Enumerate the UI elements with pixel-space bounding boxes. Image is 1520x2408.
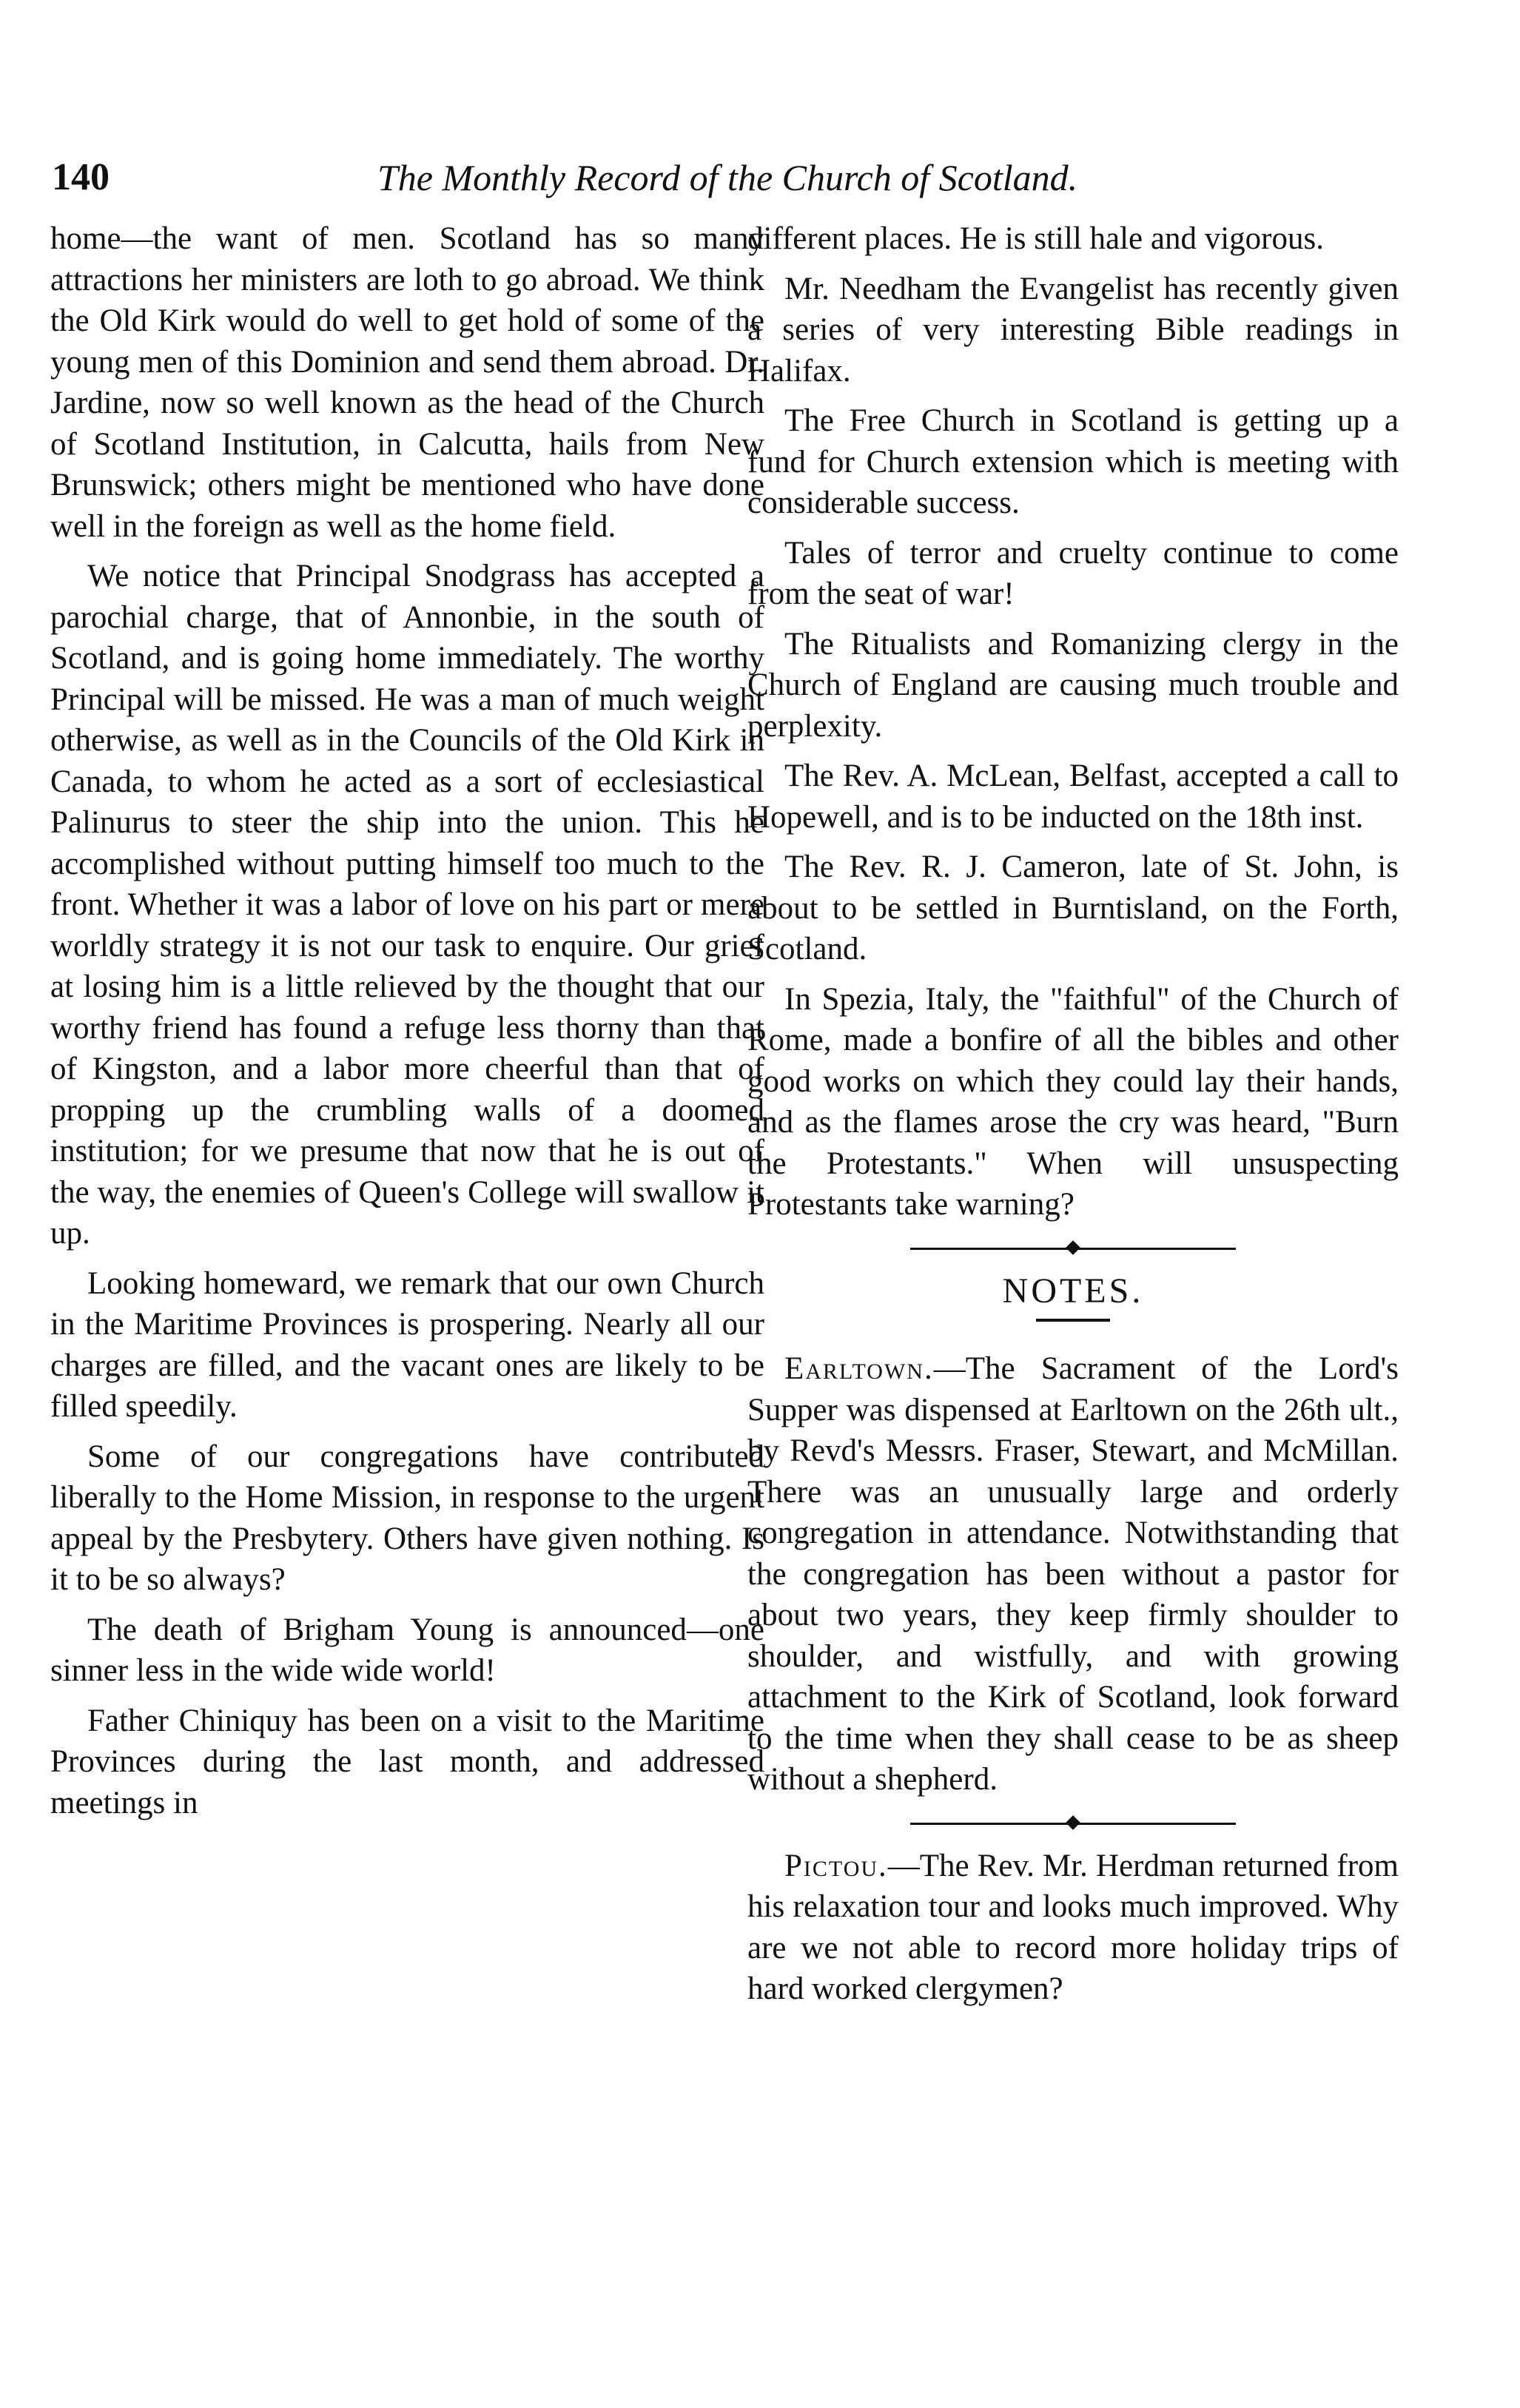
- paragraph: Some of our congregations have contributed liberally to the Home Mission, in response to the urgent appeal by the Presbytery. Others have given nothing. Is it to be so always?: [50, 1439, 764, 1597]
- note-text: —The Rev. Mr. Herdman returned from his relaxation tour and looks much improved. Why are we not able to record more holiday trips of hard worked clergymen?: [747, 1848, 1399, 2006]
- paragraph: The death of Brigham Young is announced—one sinner less in the wide wide world!: [50, 1612, 764, 1688]
- paragraph: Father Chiniquy has been on a visit to the Maritime Provinces during the last month, and addressed meetings in: [50, 1703, 764, 1820]
- paragraph: In Spezia, Italy, the "faithful" of the Church of Rome, made a bonfire of all the bibles and other good works on which they could lay their hands, and as the flames arose the cry was heard, "Burn the Protestants." When will unsuspecting Protestants take warning?: [747, 981, 1399, 1222]
- paragraph: Looking homeward, we remark that our own Church in the Maritime Provinces is prospering. Nearly all our charges are filled, and the vacant ones are likely to be filled speedily.: [50, 1265, 764, 1424]
- note-place: Pictou.: [784, 1848, 888, 1883]
- paragraph: We notice that Principal Snodgrass has accepted a parochial charge, that of Annonbie, in the south of Scotland, and is going home immediately. The worthy Principal will be missed. He was a man of much weight otherwise, as well as in the Councils of the Old Kirk in Canada, to whom he acted as a sort of ecclesiastical Palinurus to steer the ship into the union. This he accomplished without putting himself too much to the front. Whether it was a labor of love on his part or mere worldly strategy it is not our task to enquire. Our grief at losing him is a little relieved by the thought that our worthy friend has found a refuge less thorny than that of Kingston, and a labor more cheerful than that of propping up the crumbling walls of a doomed institution; for we presume that now that he is out of the way, the enemies of Queen's College will swallow it up.: [50, 559, 764, 1251]
- page-number: 140: [52, 156, 110, 198]
- note-text: —The Sacrament of the Lord's Supper was dispensed at Earltown on the 26th ult., by Revd's Messrs. Fraser, Stewart, and McMillan. There was an unusually large and orderly congregation in attendance. Notwithstanding that the congregation has been without a pastor for about two years, they keep firmly shoulder to shoulder, and wistfully, and with growing attachment to the Kirk of Scotland, look forward to the time when they shall cease to be as sheep without a shepherd.: [747, 1351, 1399, 1797]
- note-place: Earltown.: [784, 1351, 934, 1386]
- note-item-earltown: [747, 1348, 1399, 1800]
- paragraph: The Rev. A. McLean, Belfast, accepted a call to Hopewell, and is to be inducted on the 18th inst.: [747, 759, 1399, 835]
- note-item-pictou: [747, 1846, 1399, 2010]
- paragraph: Mr. Needham the Evangelist has recently given a series of very interesting Bible readings in Halifax.: [747, 271, 1399, 389]
- paragraph: home—the want of men. Scotland has so many attractions her ministers are loth to go abroad. We think the Old Kirk would do well to get hold of some of the young men of this Dominion and send them abroad. Dr. Jardine, now so well known as the head of the Church of Scotland Institution, in Calcutta, hails from New Brunswick; others might be mentioned who have done well in the foreign as well as the home field.: [50, 221, 764, 544]
- ornamental-divider: [910, 1248, 1236, 1250]
- notes-heading: NOTES.: [1002, 1271, 1144, 1311]
- paragraph: Tales of terror and cruelty continue to come from the seat of war!: [747, 535, 1399, 611]
- right-column: [747, 218, 1399, 2019]
- paragraph: The Ritualists and Romanizing clergy in the Church of England are causing much trouble and perplexity.: [747, 626, 1399, 744]
- journal-title: The Monthly Record of the Church of Scotland.: [377, 157, 1078, 198]
- short-divider: [1036, 1319, 1110, 1322]
- running-header: [52, 148, 1406, 207]
- paragraph: different places. He is still hale and vigorous.: [747, 221, 1324, 256]
- ornamental-divider: [910, 1823, 1236, 1825]
- paragraph: The Rev. R. J. Cameron, late of St. John, is about to be settled in Burntisland, on the Forth, Scotland.: [747, 850, 1399, 966]
- paragraph: The Free Church in Scotland is getting up a fund for Church extension which is meeting with considerable success.: [747, 403, 1399, 520]
- left-column: [50, 218, 764, 1832]
